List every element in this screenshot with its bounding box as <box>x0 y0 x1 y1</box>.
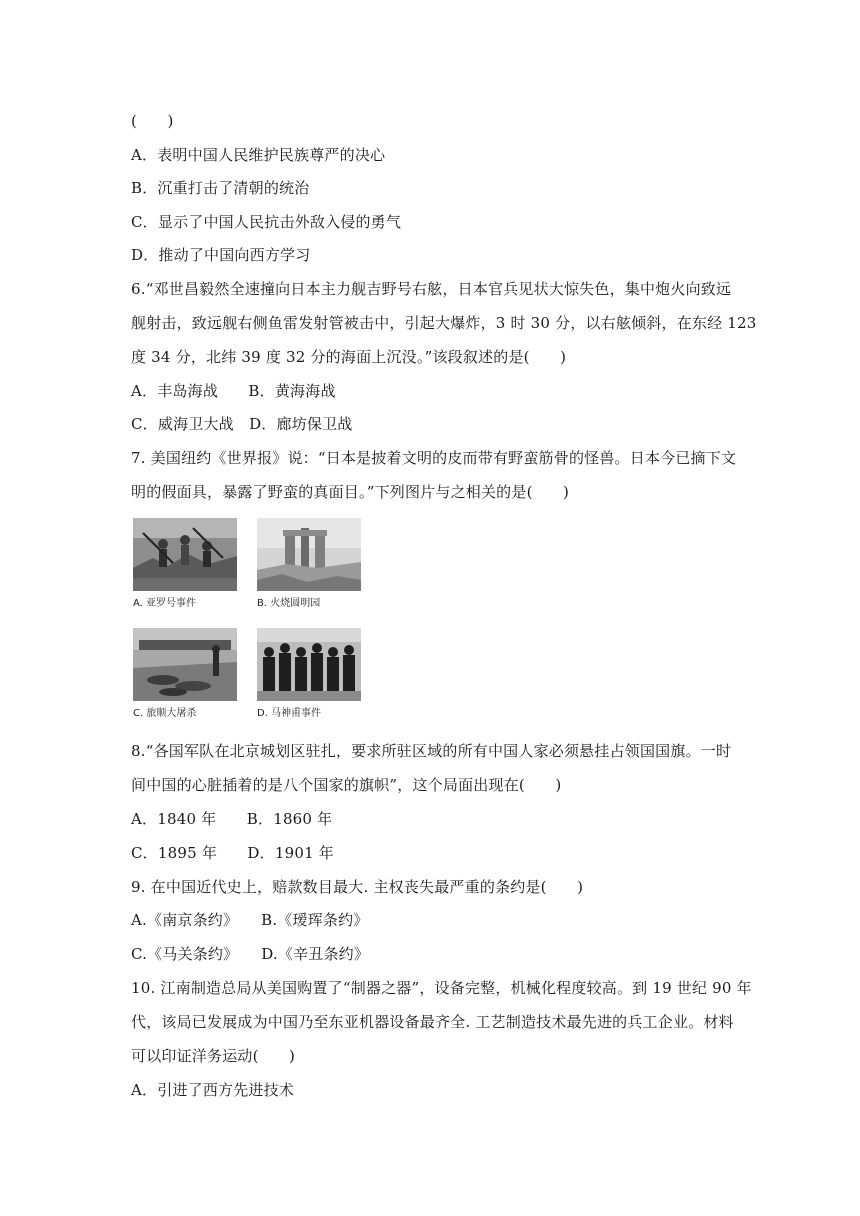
q10-text-line-3: 可以印证洋务运动( ) <box>131 1047 296 1065</box>
q8-text-line-1: 8.“各国军队在北京城划区驻扎，要求所驻区域的所有中国人家必须悬挂占领国国旗。一时 <box>131 742 732 760</box>
q8-options-ab: A．1840 年 B．1860 年 <box>131 810 333 828</box>
q10-text-line-2: 代，该局已发展成为中国乃至东亚机器设备最齐全. 工艺制造技术最先进的兵工企业。材料 <box>131 1013 734 1031</box>
ruins-photo-icon <box>257 518 361 591</box>
q7-text-line-2: 明的假面具，暴露了野蛮的真面目。”下列图片与之相关的是( ) <box>131 483 570 501</box>
q7-text-line-1: 7. 美国纽约《世界报》说：“日本是披着文明的皮而带有野蛮筋骨的怪兽。日本今已摘下文 <box>131 449 737 467</box>
group-photo-icon <box>257 628 361 701</box>
q10-option-a: A．引进了西方先进技术 <box>131 1081 295 1099</box>
q6-text-line-2: 舰射击，致远舰右侧鱼雷发射管被击中，引起大爆炸，3 时 30 分，以右舷倾斜，在东经 123 <box>131 314 757 332</box>
figure-c-caption: C. 旅顺大屠杀 <box>133 708 197 719</box>
figure-c <box>133 628 237 721</box>
q9-options-cd: C.《马关条约》 D.《辛丑条约》 <box>131 945 370 963</box>
battle-photo-icon <box>133 518 237 591</box>
figure-b-caption: B. 火烧圆明园 <box>257 598 321 609</box>
massacre-photo-icon <box>133 628 237 701</box>
q5-option-b: B．沉重打击了清朝的统治 <box>131 179 310 197</box>
q5-option-a: A．表明中国人民维护民族尊严的决心 <box>131 146 386 164</box>
figure-a <box>133 518 237 611</box>
q6-text-line-3: 度 34 分，北纬 39 度 32 分的海面上沉没。”该段叙述的是( ) <box>131 348 567 366</box>
q6-options-ab: A．丰岛海战 B．黄海海战 <box>131 382 336 400</box>
figure-a-caption: A. 亚罗号事件 <box>133 598 197 609</box>
q9-text: 9. 在中国近代史上，赔款数目最大. 主权丧失最严重的条约是( ) <box>131 878 584 896</box>
figure-d <box>257 628 361 721</box>
q5-answer-bracket: ( ) <box>131 112 174 130</box>
figure-d-caption: D. 马神甫事件 <box>257 708 322 719</box>
q6-text-line-1: 6.“邓世昌毅然全速撞向日本主力舰吉野号右舷，日本官兵见状大惊失色，集中炮火向致远 <box>131 280 732 298</box>
q9-options-ab: A.《南京条约》 B.《瑷珲条约》 <box>131 911 369 929</box>
q8-text-line-2: 间中国的心脏插着的是八个国家的旗帜”，这个局面出现在( ) <box>131 776 562 794</box>
q10-text-line-1: 10. 江南制造总局从美国购置了“制器之器”，设备完整，机械化程度较高。到 19 世纪 90 年 <box>131 979 752 997</box>
q5-option-c: C．显示了中国人民抗击外敌入侵的勇气 <box>131 213 402 231</box>
q5-option-d: D．推动了中国向西方学习 <box>131 246 311 264</box>
figure-b <box>257 518 361 611</box>
q8-options-cd: C．1895 年 D．1901 年 <box>131 844 334 862</box>
q6-options-cd: C．威海卫大战 D．廊坊保卫战 <box>131 415 353 433</box>
